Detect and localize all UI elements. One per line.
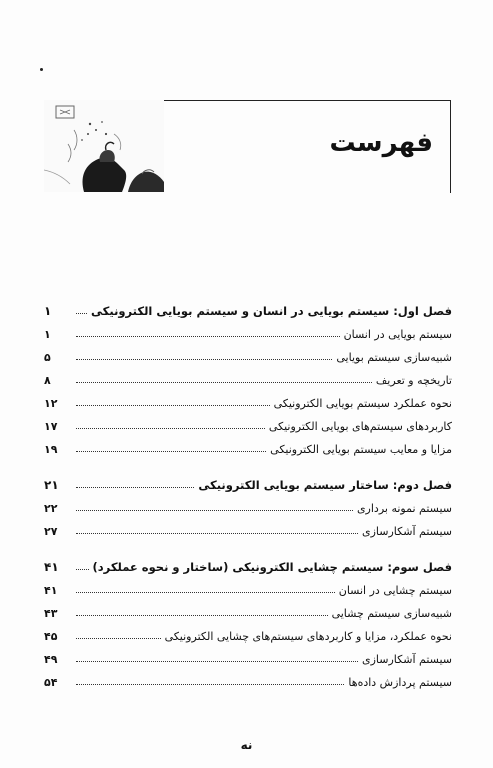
entry-label: سیستم نمونه برداری — [356, 502, 452, 515]
entry-label: سیستم پردازش داده‌ها — [348, 676, 452, 689]
page-number: ۱۲ — [44, 397, 58, 410]
page-number: ۴۹ — [44, 653, 58, 666]
toc-entry[interactable] — [44, 574, 452, 597]
entry-label: نحوه عملکرد، مزایا و کاربردهای سیستم‌های چشایی الکترونیکی — [164, 630, 452, 643]
dot-leader — [76, 487, 194, 488]
page-number: ۴۳ — [44, 607, 58, 620]
entry-label: سیستم آشکارسازی — [362, 525, 452, 538]
dot-leader — [76, 313, 87, 314]
chapter-heading[interactable] — [44, 296, 452, 318]
toc-entry[interactable] — [44, 620, 452, 643]
entry-label: شبیه‌سازی سیستم چشایی — [331, 607, 452, 620]
chapter-3 — [44, 552, 452, 689]
page-number: ۴۱ — [44, 584, 58, 597]
toc-entry[interactable] — [44, 433, 452, 456]
entry-label: مزایا و معایب سیستم بویایی الکترونیکی — [270, 443, 452, 456]
dot-leader — [76, 615, 328, 616]
footer-page-number: نه — [240, 738, 253, 752]
chapter-2 — [44, 470, 452, 538]
chapter-1 — [44, 296, 452, 456]
dot-leader — [76, 405, 270, 406]
dot-leader — [76, 451, 266, 452]
chapter-heading[interactable] — [44, 552, 452, 574]
dot-leader — [76, 592, 335, 593]
dot-leader — [76, 638, 161, 639]
page-number: ۱۷ — [44, 420, 58, 433]
dot-leader — [76, 382, 372, 383]
chapter-title: فصل سوم: سیستم چشایی الکترونیکی (ساختار و نحوه عملکرد) — [92, 560, 452, 574]
entry-label: تاریخچه و تعریف — [375, 374, 452, 387]
page-number: ۱ — [44, 304, 52, 318]
page-number: ۱۹ — [44, 443, 58, 456]
dot-leader — [76, 336, 340, 337]
toc-entry[interactable] — [44, 341, 452, 364]
page-number: ۵۴ — [44, 676, 58, 689]
entry-label: کاربردهای سیستم‌های بویایی الکترونیکی — [268, 420, 452, 433]
entry-label: سیستم بویایی در انسان — [343, 328, 452, 341]
toc-entry[interactable] — [44, 387, 452, 410]
toc-entry[interactable] — [44, 364, 452, 387]
toc-entry[interactable] — [44, 643, 452, 666]
dot-leader — [76, 661, 358, 662]
toc-entry[interactable] — [44, 515, 452, 538]
page-title: فهرست — [329, 128, 433, 158]
page-number: ۲۱ — [44, 478, 59, 492]
entry-label: نحوه عملکرد سیستم بویایی الکترونیکی — [273, 397, 452, 410]
toc-entry[interactable] — [44, 318, 452, 341]
header-illustration — [44, 100, 164, 192]
chapter-title: فصل دوم: ساختار سیستم بویایی الکترونیکی — [198, 478, 452, 492]
toc-entry[interactable] — [44, 492, 452, 515]
page-number: ۲۷ — [44, 525, 58, 538]
entry-label: شبیه‌سازی سیستم بویایی — [336, 351, 452, 364]
chapter-title: فصل اول: سیستم بویایی در انسان و سیستم بویایی الکترونیکی — [91, 304, 452, 318]
dot-leader — [76, 428, 265, 429]
dot-leader — [76, 533, 358, 534]
dot-leader — [76, 510, 353, 511]
toc-entry[interactable] — [44, 410, 452, 433]
page-number: ۵ — [44, 351, 51, 364]
page-number: ۲۲ — [44, 502, 58, 515]
table-of-contents — [44, 296, 452, 703]
page-number: ۸ — [44, 374, 51, 387]
page-number: ۴۵ — [44, 630, 58, 643]
page-number: ۴۱ — [44, 560, 59, 574]
entry-label: سیستم چشایی در انسان — [338, 584, 452, 597]
dot-leader — [76, 359, 332, 360]
entry-label: سیستم آشکارسازی — [362, 653, 452, 666]
dot-leader — [76, 569, 89, 570]
toc-entry[interactable] — [44, 597, 452, 620]
toc-entry[interactable] — [44, 666, 452, 689]
stray-dot — [40, 68, 43, 71]
dot-leader — [76, 684, 344, 685]
chapter-heading[interactable] — [44, 470, 452, 492]
page-number: ۱ — [44, 328, 51, 341]
